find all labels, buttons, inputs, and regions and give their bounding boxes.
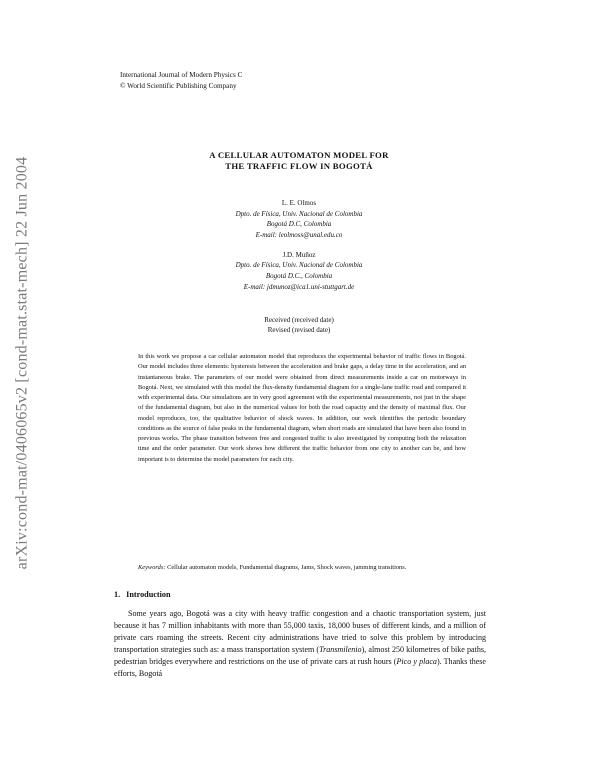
author-email: E-mail: jdmunoz@ica1.uni-stuttgart.de [243, 282, 355, 291]
received-date: Received (received date) [264, 316, 334, 324]
author-affiliation: Dpto. de Física, Univ. Nacional de Colombia [235, 209, 363, 218]
author-name: L. E. Olmos [281, 199, 317, 207]
author-location: Bogotá D.C., Colombia [265, 272, 333, 281]
keywords-list: Cellular automaton models, Fundamental diagrams, Jams, Shock waves, jamming transitions. [167, 564, 407, 571]
title-line-1: A CELLULAR AUTOMATON MODEL FOR [209, 150, 389, 160]
author-email: E-mail: leolmoss@unal.edu.co [255, 230, 343, 239]
author-name: J.D. Muñoz [282, 250, 316, 259]
arxiv-sidebar [0, 98, 44, 628]
journal-header [120, 70, 242, 92]
author-location: Bogotá D.C, Colombia [266, 220, 332, 229]
intro-text-3: ). Thanks these efforts, Bogotá [114, 657, 487, 678]
author-affiliation: Dpto. de Física, Univ. Nacional de Colombia [235, 261, 363, 270]
section-heading [114, 590, 171, 599]
intro-paragraph [114, 608, 486, 680]
title-line-2: THE TRAFFIC FLOW IN BOGOTÁ [225, 160, 373, 171]
author-list [120, 198, 478, 302]
author-block [120, 250, 478, 292]
keywords-label: Keywords: [138, 564, 166, 571]
abstract: In this work we propose a car cellular automaton model that reproduces the experimental behavior of traffic flows in Bogotá. Our model includes three elements: hysteresis between the acceleration and brake gaps, a delay time in the acceleration, and an instantaneous brake. The parameters of our model were obtained from direct measurements inside a car on motorways in Bogotá. Next, we simulated with this model the flux-density fundamental diagram for a single-lane traffic road and compared it with experimental data. Our simulations are in very good agreement with the experimental measurements, not just in the shape of the fundamental diagram, but also in the numerical values for both the road capacity and the density of maximal flux. Our model reproduces, too, the qualitative behavior of shock waves. In addition, our work identifies the periodic boundary conditions as the source of false peaks in the fundamental diagram, when short roads are simulated that have been also found in previous works. The phase transition between free and congested traffic is also investigated by computing both the relaxation time and the order parameter. Our work shows how different the traffic behavior from one city to another can be, and how important is to determine the model parameters for each city. [138, 353, 466, 463]
journal-name: International Journal of Modern Physics C [120, 71, 243, 79]
journal-publisher: © World Scientific Publishing Company [120, 82, 237, 90]
paper-title [120, 150, 478, 171]
arxiv-stamp: arXiv:cond-mat/0406065v2 [cond-mat.stat-mech] 22 Jun 2004 [13, 156, 30, 570]
section-title: Introduction [126, 590, 171, 599]
intro-text-1: Some years ago, Bogotá was a city with heavy traffic congestion and a chaotic transportation system, just because it has 7 million inhabitants with more than 55,000 taxis, 18,000 buses of different kinds, and a million of private cars roaming the streets. Recent city administrations have tried to solve this problem by introducing transportation strategies such as: a mass transportation system ( [114, 609, 486, 654]
author-block [120, 198, 478, 240]
submission-dates [120, 315, 478, 335]
intro-italic-transmilenio: Transmilenio [319, 645, 362, 654]
revised-date: Revised (revised date) [267, 326, 331, 334]
intro-text-2: ), almost 250 kilometres of bike paths, pedestrian bridges everywhere and restrictions on the use of private cars at rush hours ( [114, 645, 486, 666]
keywords [138, 563, 466, 573]
section-number: 1. [114, 590, 121, 599]
intro-italic-pico-y-placa: Pico y placa [396, 657, 437, 666]
